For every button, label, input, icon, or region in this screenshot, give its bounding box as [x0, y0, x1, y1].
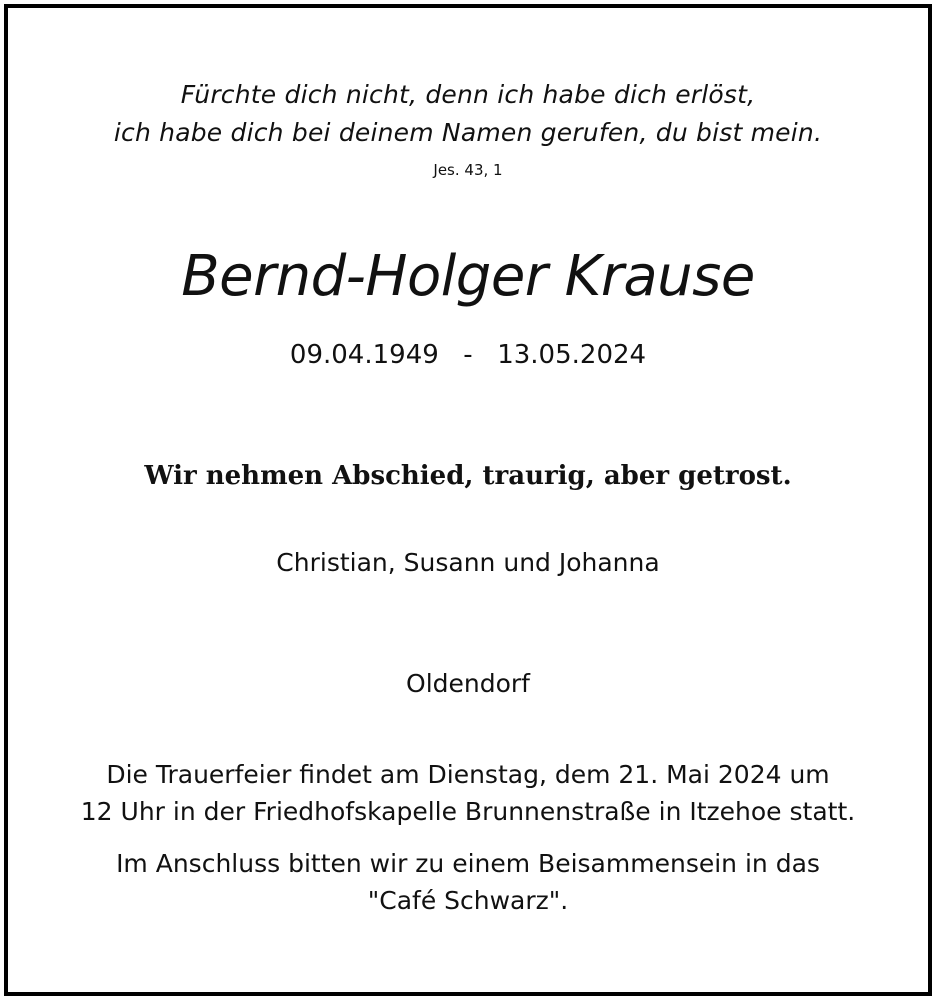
service-line-2: 12 Uhr in der Friedhofskapelle Brunnenstraße in Itzehoe statt.	[80, 797, 856, 826]
reception-line-2: "Café Schwarz".	[367, 886, 569, 915]
deceased-name: Bernd-Holger Krause	[181, 244, 755, 309]
verse-reference: Jes. 43, 1	[433, 161, 503, 179]
verse-line-1: Fürchte dich nicht, denn ich habe dich erlöst,	[180, 80, 756, 109]
notice-border	[4, 4, 932, 996]
farewell-motto: Wir nehmen Abschied, traurig, aber getrost.	[144, 461, 792, 491]
life-dates: 09.04.1949 - 13.05.2024	[289, 340, 647, 370]
place-name: Oldendorf	[406, 669, 530, 698]
mourners-names: Christian, Susann und Johanna	[276, 548, 660, 577]
service-line-1: Die Trauerfeier findet am Dienstag, dem 21. Mai 2024 um	[106, 760, 830, 789]
verse-line-2: ich habe dich bei deinem Namen gerufen, du bist mein.	[113, 118, 823, 147]
reception-line-1: Im Anschluss bitten wir zu einem Beisammensein in das	[116, 849, 820, 878]
